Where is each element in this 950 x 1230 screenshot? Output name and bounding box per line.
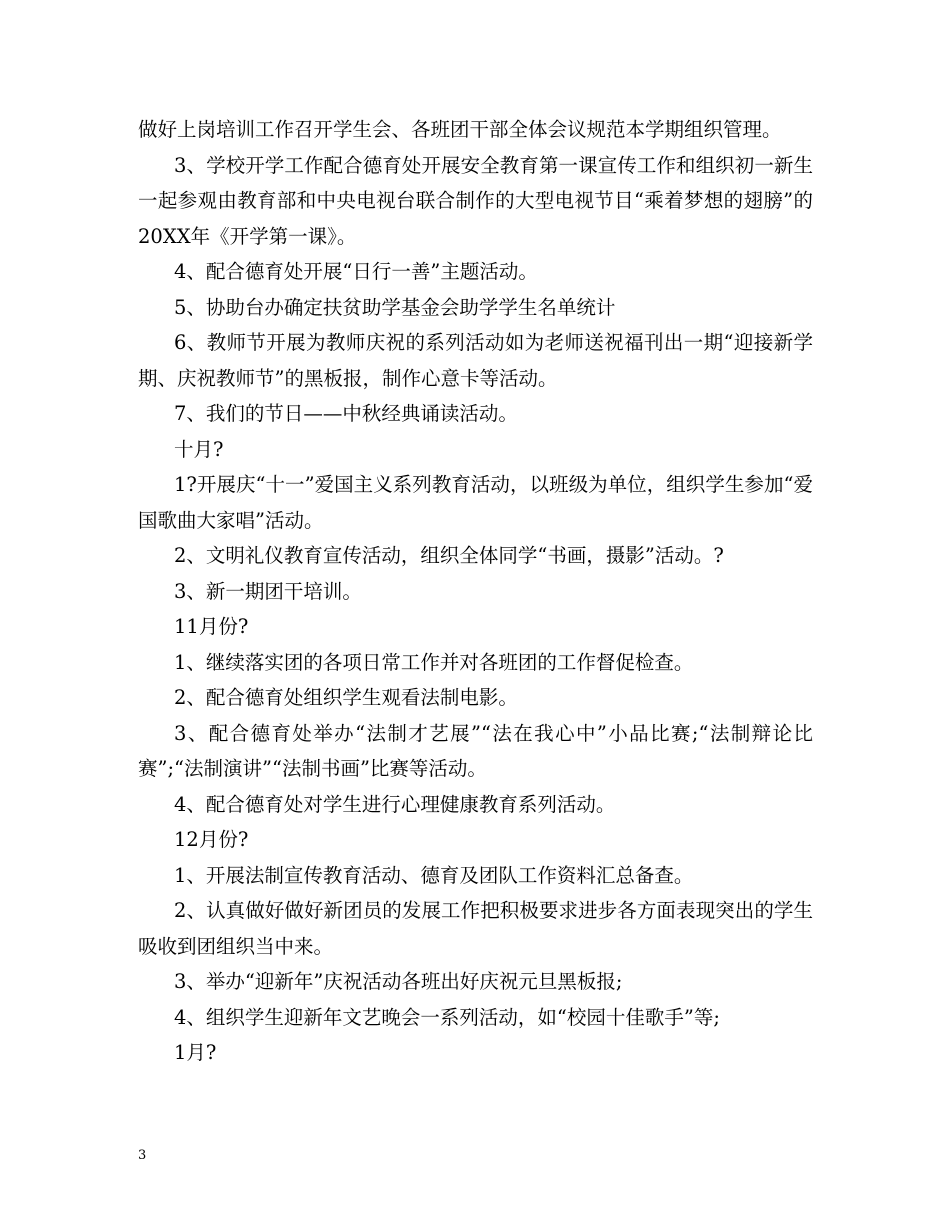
paragraph: 3、新一期团干培训。 [174, 579, 362, 603]
paragraph: 4、配合德育处对学生进行心理健康教育系列活动。 [174, 792, 616, 816]
paragraph: 2、配合德育处组织学生观看法制电影。 [174, 686, 518, 709]
paragraph: 3、配合德育处举办“法制才艺展”“法在我心中”小品比赛;“法制辩论比赛”;“法制演讲”“法制书画”比赛等活动。 [138, 721, 813, 780]
paragraph: 做好上岗培训工作召开学生会、各班团干部全体会议规范本学期组织管理。 [138, 118, 782, 141]
paragraph: 2、认真做好做好新团员的发展工作把积极要求进步各方面表现突出的学生吸收到团组织当中来。 [138, 899, 813, 958]
paragraph: 4、配合德育处开展“日行一善”主题活动。 [174, 260, 538, 283]
paragraph: 3、学校开学工作配合德育处开展安全教育第一课宣传工作和组织初一新生一起参观由教育部和中央电视台联合制作的大型电视节目“乘着梦想的翅膀”的20XX年《开学第一课》。 [138, 153, 813, 248]
paragraph: 2、文明礼仪教育宣传活动，组织全体同学“书画，摄影”活动。? [174, 544, 724, 567]
paragraph: 4、组织学生迎新年文艺晚会一系列活动，如“校园十佳歌手”等; [174, 1005, 720, 1029]
month-heading: 十月? [174, 437, 224, 461]
paragraph: 1、继续落实团的各项日常工作并对各班团的工作督促检查。 [174, 650, 694, 674]
month-heading: 1月? [174, 1041, 217, 1064]
paragraph: 7、我们的节日——中秋经典诵读活动。 [174, 402, 518, 425]
paragraph: 5、协助台办确定扶贫助学基金会助学学生名单统计 [174, 295, 616, 319]
paragraph: 1?开展庆“十一”爱国主义系列教育活动，以班级为单位，组织学生参加“爱国歌曲大家唱”活动。 [138, 473, 813, 532]
paragraph: 6、教师节开展为教师庆祝的系列活动如为老师送祝福刊出一期“迎接新学期、庆祝教师节”的黑板报，制作心意卡等活动。 [138, 331, 813, 390]
paragraph: 1、开展法制宣传教育活动、德育及团队工作资料汇总备查。 [174, 863, 694, 887]
paragraph: 3、举办“迎新年”庆祝活动各班出好庆祝元旦黑板报; [174, 970, 623, 993]
month-heading: 12月份? [174, 828, 249, 851]
document-body [138, 112, 813, 1071]
page-number: 3 [138, 1148, 147, 1163]
month-heading: 11月份? [174, 615, 249, 638]
